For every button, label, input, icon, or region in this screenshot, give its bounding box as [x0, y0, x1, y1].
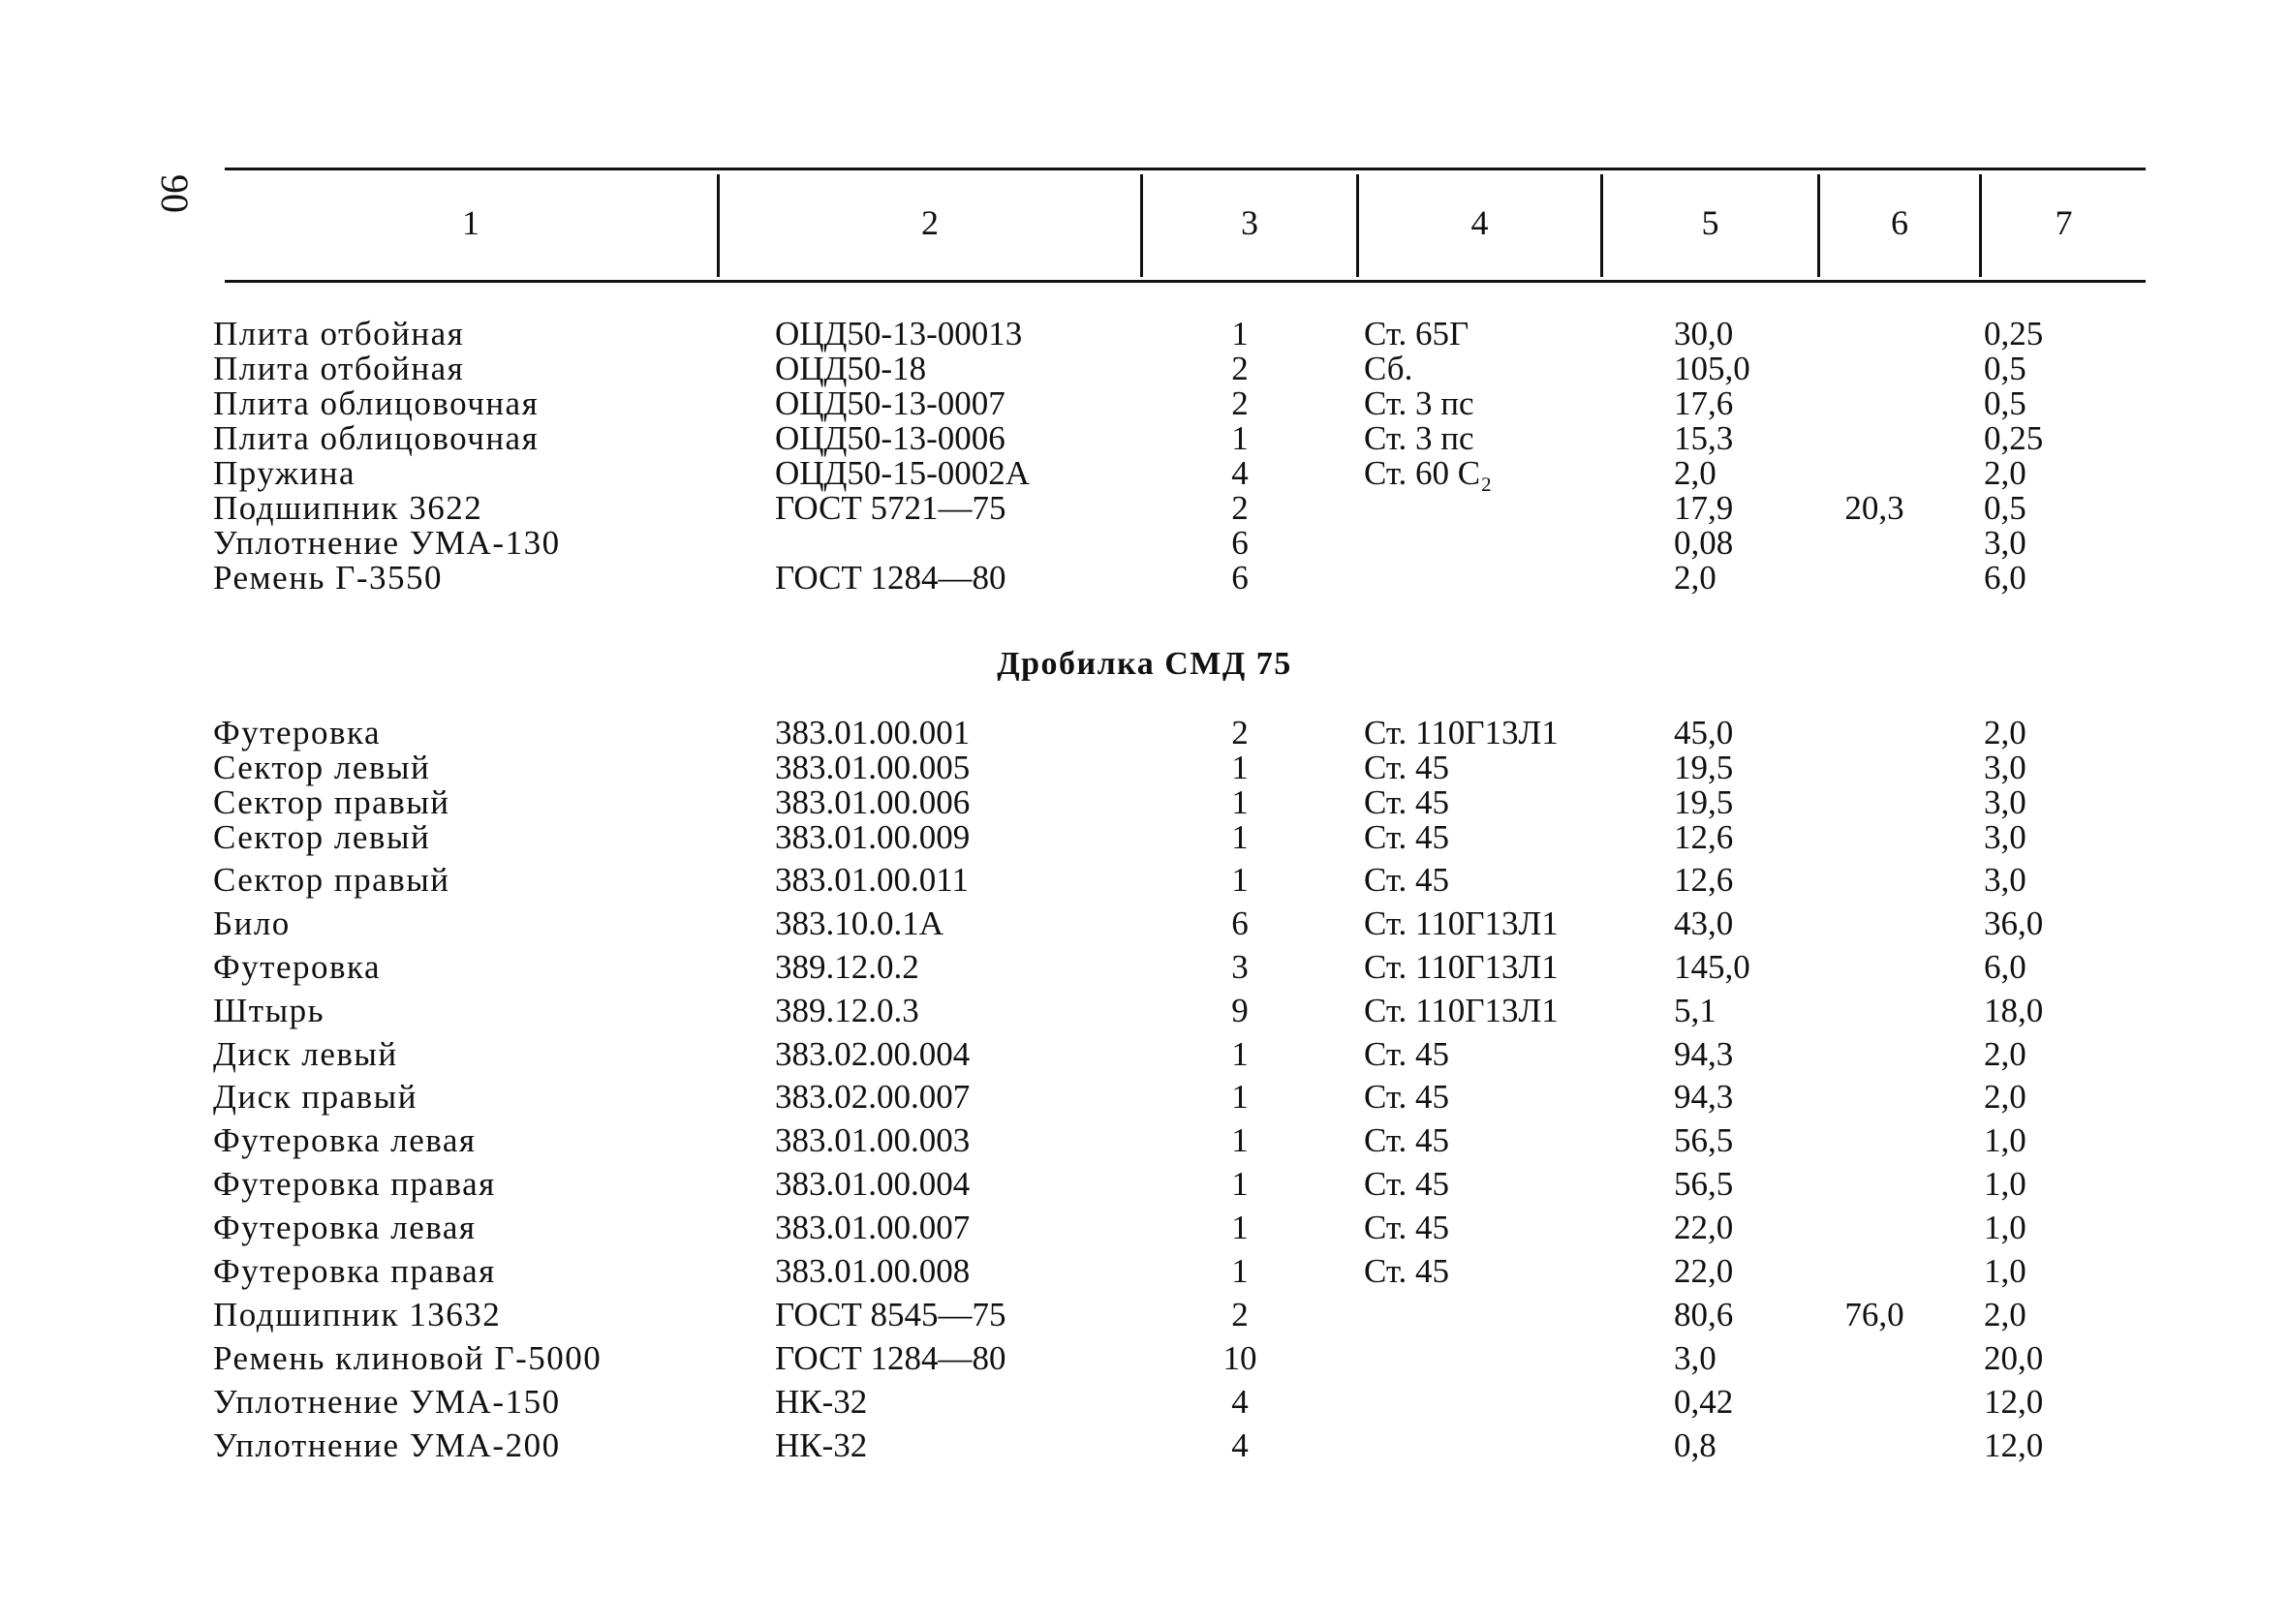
table-row [0, 749, 2289, 787]
material: Ст. 45 [1364, 783, 1450, 821]
mass: 0,08 [1674, 524, 1734, 562]
material: Сб. [1364, 350, 1413, 387]
quantity: 4 [1231, 454, 1249, 492]
item-name: Пружина [213, 454, 356, 492]
table-row [0, 1252, 2289, 1291]
quantity: 6 [1231, 904, 1249, 942]
item-name: Штырь [213, 992, 325, 1029]
table-row [0, 714, 2289, 752]
column-7-value: 1,0 [1984, 1209, 2026, 1246]
quantity: 2 [1231, 714, 1249, 751]
designation: НК-32 [775, 1383, 868, 1421]
quantity: 2 [1231, 1296, 1249, 1333]
item-name: Футеровка левая [213, 1121, 477, 1159]
mass: 56,5 [1674, 1165, 1734, 1203]
table-row [0, 454, 2289, 493]
quantity: 6 [1231, 559, 1249, 597]
quantity: 1 [1231, 419, 1249, 457]
column-7-value: 0,25 [1984, 315, 2044, 352]
designation: 383.01.00.009 [775, 818, 971, 856]
mass: 0,8 [1674, 1426, 1717, 1464]
material: Ст. 45 [1364, 861, 1450, 899]
table-row [0, 384, 2289, 423]
column-header: 6 [1891, 203, 1908, 242]
table-row [0, 489, 2289, 528]
column-7-value: 1,0 [1984, 1121, 2026, 1159]
column-7-value: 3,0 [1984, 783, 2026, 821]
mass: 0,42 [1674, 1383, 1734, 1421]
mass: 94,3 [1674, 1078, 1734, 1116]
mass: 12,6 [1674, 861, 1734, 899]
table-row [0, 419, 2289, 458]
table-row [0, 1339, 2289, 1378]
designation: ОЦД50-15-0002А [775, 454, 1031, 492]
quantity: 2 [1231, 384, 1249, 422]
designation: 383.01.00.003 [775, 1121, 971, 1159]
column-7-value: 6,0 [1984, 559, 2026, 597]
designation: 383.02.00.004 [775, 1035, 971, 1073]
mass: 80,6 [1674, 1296, 1734, 1333]
material: Ст. 110Г13Л1 [1364, 714, 1559, 751]
column-7-value: 3,0 [1984, 524, 2026, 562]
mass: 45,0 [1674, 714, 1734, 751]
item-name: Подшипник 13632 [213, 1296, 502, 1333]
designation: 383.01.00.007 [775, 1209, 971, 1246]
column-7-value: 1,0 [1984, 1165, 2026, 1203]
item-name: Уплотнение УМА-130 [213, 524, 561, 562]
column-7-value: 2,0 [1984, 1296, 2026, 1333]
table-row [0, 1296, 2289, 1334]
column-7-value: 6,0 [1984, 948, 2026, 986]
item-name: Било [213, 904, 291, 942]
material: Ст. 45 [1364, 1035, 1450, 1073]
header-bottom-rule [225, 280, 2146, 283]
quantity: 2 [1231, 350, 1249, 387]
column-7-value: 0,5 [1984, 384, 2026, 422]
mass: 17,9 [1674, 489, 1734, 527]
item-name: Сектор правый [213, 783, 450, 821]
item-name: Сектор левый [213, 749, 431, 786]
item-name: Футеровка [213, 948, 382, 986]
quantity: 1 [1231, 1165, 1249, 1203]
column-7-value: 2,0 [1984, 714, 2026, 751]
column-7-value: 2,0 [1984, 1078, 2026, 1116]
material: Ст. 45 [1364, 818, 1450, 856]
table-row [0, 904, 2289, 943]
designation: 383.01.00.011 [775, 861, 969, 899]
column-7-value: 3,0 [1984, 749, 2026, 786]
table-row [0, 1035, 2289, 1074]
column-7-value: 3,0 [1984, 861, 2026, 899]
quantity: 1 [1231, 818, 1249, 856]
column-header: 4 [1470, 203, 1489, 242]
table-row [0, 559, 2289, 598]
item-name: Футеровка левая [213, 1209, 477, 1246]
mass: 19,5 [1674, 749, 1734, 786]
quantity: 9 [1231, 992, 1249, 1029]
mass: 94,3 [1674, 1035, 1734, 1073]
column-header: 2 [921, 203, 939, 242]
material: Ст. 45 [1364, 1252, 1450, 1290]
table-row [0, 1078, 2289, 1117]
mass: 22,0 [1674, 1252, 1734, 1290]
material: Ст. 45 [1364, 749, 1450, 786]
designation: 383.01.00.005 [775, 749, 971, 786]
quantity: 6 [1231, 524, 1249, 562]
item-name: Футеровка [213, 714, 382, 751]
quantity: 4 [1231, 1426, 1249, 1464]
column-header: 1 [462, 203, 479, 242]
column-7-value: 2,0 [1984, 454, 2026, 492]
quantity: 3 [1231, 948, 1249, 986]
quantity: 1 [1231, 1252, 1249, 1290]
mass: 22,0 [1674, 1209, 1734, 1246]
item-name: Ремень клиновой Г-5000 [213, 1339, 603, 1377]
column-7-value: 0,5 [1984, 489, 2026, 527]
table-row [0, 1426, 2289, 1465]
item-name: Уплотнение УМА-200 [213, 1426, 561, 1464]
designation: НК-32 [775, 1426, 868, 1464]
quantity: 1 [1231, 1121, 1249, 1159]
material: Ст. 3 пс [1364, 384, 1474, 422]
section-title: Дробилка СМД 75 [997, 646, 1292, 682]
designation: ОЦД50-13-00013 [775, 315, 1023, 352]
quantity: 1 [1231, 1209, 1249, 1246]
table-row [0, 1209, 2289, 1247]
table-row [0, 524, 2289, 563]
item-name: Плита облицовочная [213, 419, 540, 457]
quantity: 4 [1231, 1383, 1249, 1421]
quantity: 1 [1231, 783, 1249, 821]
column-7-value: 2,0 [1984, 1035, 2026, 1073]
designation: 383.01.00.006 [775, 783, 971, 821]
designation: ОЦД50-13-0006 [775, 419, 1005, 457]
mass: 5,1 [1674, 992, 1717, 1029]
item-name: Диск правый [213, 1078, 418, 1116]
item-name: Плита облицовочная [213, 384, 540, 422]
item-name: Плита отбойная [213, 350, 465, 387]
column-header: 7 [2055, 203, 2073, 242]
column-7-value: 36,0 [1984, 904, 2044, 942]
table-row [0, 783, 2289, 822]
mass: 2,0 [1674, 454, 1717, 492]
table-row [0, 1383, 2289, 1422]
designation: 383.01.00.001 [775, 714, 971, 751]
designation: 383.10.0.1А [775, 904, 944, 942]
designation: 389.12.0.3 [775, 992, 919, 1029]
material: Ст. 45 [1364, 1078, 1450, 1116]
table-row [0, 1165, 2289, 1204]
designation: ОЦД50-13-0007 [775, 384, 1005, 422]
item-name: Подшипник 3622 [213, 489, 483, 527]
quantity: 1 [1231, 749, 1249, 786]
column-7-value: 0,25 [1984, 419, 2044, 457]
designation: ГОСТ 5721—75 [775, 489, 1006, 527]
designation: ГОСТ 8545—75 [775, 1296, 1006, 1333]
table-row [0, 948, 2289, 987]
item-name: Диск левый [213, 1035, 398, 1073]
item-name: Футеровка правая [213, 1252, 496, 1290]
page-number: 90 [153, 174, 197, 213]
table-row [0, 818, 2289, 857]
mass: 30,0 [1674, 315, 1734, 352]
item-name: Плита отбойная [213, 315, 465, 352]
item-name: Уплотнение УМА-150 [213, 1383, 561, 1421]
table-row [0, 1121, 2289, 1160]
column-7-value: 0,5 [1984, 350, 2026, 387]
column-header: 5 [1701, 203, 1719, 242]
material: Ст. 45 [1364, 1121, 1450, 1159]
item-name: Футеровка правая [213, 1165, 496, 1203]
column-7-value: 12,0 [1984, 1383, 2044, 1421]
quantity: 1 [1231, 1078, 1249, 1116]
column-header: 3 [1241, 203, 1258, 242]
column-7-value: 12,0 [1984, 1426, 2044, 1464]
quantity: 2 [1231, 489, 1249, 527]
quantity: 10 [1222, 1339, 1257, 1377]
mass: 43,0 [1674, 904, 1734, 942]
material: Ст. 65Г [1364, 315, 1469, 352]
column-7-value: 18,0 [1984, 992, 2044, 1029]
table-row [0, 350, 2289, 388]
mass: 15,3 [1674, 419, 1734, 457]
column-7-value: 3,0 [1984, 818, 2026, 856]
column-6-value: 76,0 [1844, 1296, 1904, 1333]
item-name: Сектор правый [213, 861, 450, 899]
material: Ст. 60 С₂ [1364, 454, 1493, 492]
material: Ст. 45 [1364, 1165, 1450, 1203]
quantity: 1 [1231, 1035, 1249, 1073]
table-row [0, 315, 2289, 353]
designation: ГОСТ 1284—80 [775, 559, 1006, 597]
table-row [0, 861, 2289, 900]
mass: 105,0 [1674, 350, 1750, 387]
designation: 383.02.00.007 [775, 1078, 971, 1116]
designation: 383.01.00.008 [775, 1252, 971, 1290]
designation: 383.01.00.004 [775, 1165, 971, 1203]
column-7-value: 20,0 [1984, 1339, 2044, 1377]
designation: ГОСТ 1284—80 [775, 1339, 1006, 1377]
mass: 19,5 [1674, 783, 1734, 821]
column-6-value: 20,3 [1844, 489, 1904, 527]
material: Ст. 110Г13Л1 [1364, 992, 1559, 1029]
item-name: Сектор левый [213, 818, 431, 856]
mass: 2,0 [1674, 559, 1717, 597]
table-row [0, 992, 2289, 1030]
mass: 3,0 [1674, 1339, 1717, 1377]
quantity: 1 [1231, 315, 1249, 352]
material: Ст. 45 [1364, 1209, 1450, 1246]
mass: 17,6 [1674, 384, 1734, 422]
column-7-value: 1,0 [1984, 1252, 2026, 1290]
item-name: Ремень Г-3550 [213, 559, 444, 597]
mass: 56,5 [1674, 1121, 1734, 1159]
material: Ст. 110Г13Л1 [1364, 904, 1559, 942]
mass: 145,0 [1674, 948, 1750, 986]
designation: 389.12.0.2 [775, 948, 919, 986]
mass: 12,6 [1674, 818, 1734, 856]
material: Ст. 3 пс [1364, 419, 1474, 457]
material: Ст. 110Г13Л1 [1364, 948, 1559, 986]
designation: ОЦД50-18 [775, 350, 927, 387]
quantity: 1 [1231, 861, 1249, 899]
header-top-rule [225, 168, 2146, 170]
